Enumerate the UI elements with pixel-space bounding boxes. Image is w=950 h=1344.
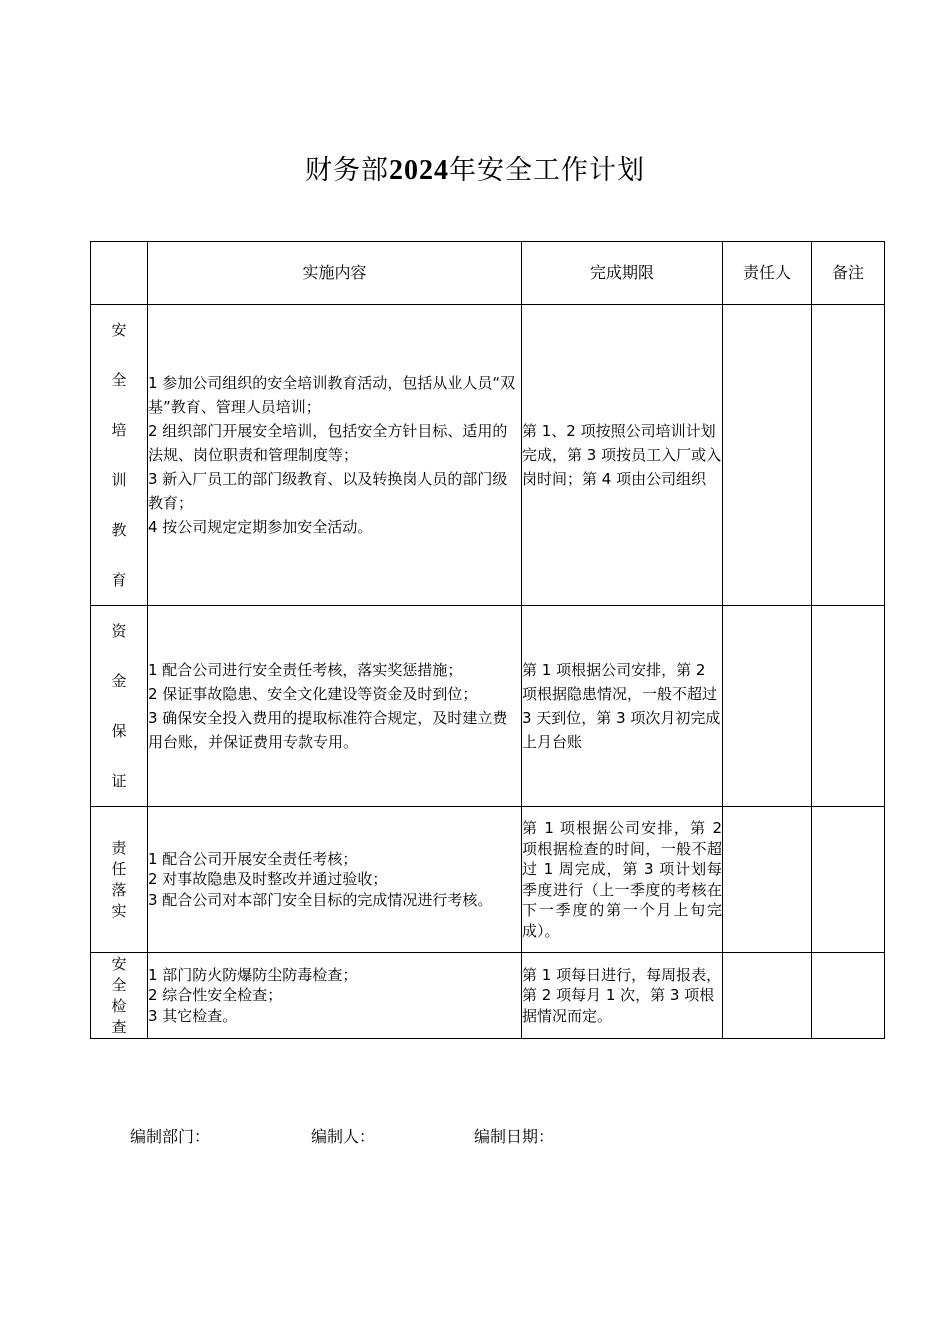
category-char: 培 [111,421,127,439]
category-char: 任 [111,859,127,878]
category-char: 查 [111,1017,127,1036]
header-category [91,242,148,305]
content-item: 2 综合性安全检查； [148,986,283,1005]
table-row [91,807,885,953]
category-char: 安 [111,954,127,973]
category-char: 资 [111,622,127,640]
content-item: 2 组织部门开展安全培训，包括安全方针目标、适用的法规、岗位职责和管理制度等； [148,422,508,464]
content-item: 3 其它检查。 [148,1006,238,1025]
category-char: 金 [111,672,127,690]
header-content: 实施内容 [148,242,522,305]
title-year: 2024 [389,155,449,186]
content-item: 3 新入厂员工的部门级教育、以及转换岗人员的部门级教育； [148,470,508,512]
row-content [148,953,522,1039]
content-item: 1 部门防火防爆防尘防毒检查； [148,965,358,984]
table-row [91,305,885,606]
row-remarks [812,953,885,1039]
category-char: 保 [111,722,127,740]
row-deadline [522,305,723,606]
row-deadline [522,807,723,953]
content-item: 1 参加公司组织的安全培训教育活动，包括从业人员“双基”教育、管理人员培训； [148,374,516,416]
row-remarks [812,606,885,807]
content-item: 2 对事故隐患及时整改并通过验收； [148,870,388,889]
row-content [148,606,522,807]
category-char: 教 [111,521,127,539]
dept-label: 编制部门： [130,1127,211,1146]
table-row [91,953,885,1039]
category-char: 责 [111,838,127,857]
deadline-text: 第 1 项每日进行，每周报表，第 2 项每月 1 次，第 3 项根据情况而定。 [522,965,722,1025]
row-category [91,606,148,807]
content-item: 3 确保安全投入费用的提取标准符合规定，及时建立费用台账，并保证费用专款专用。 [148,709,508,751]
row-content [148,305,522,606]
row-deadline [522,606,723,807]
content-item: 3 配合公司对本部门安全目标的完成情况进行考核。 [148,890,493,909]
category-char: 育 [111,571,127,589]
category-char: 证 [111,772,127,790]
row-responsible [723,807,812,953]
header-remarks: 备注 [812,242,885,305]
header-deadline: 完成期限 [522,242,723,305]
plan-table [90,241,885,1039]
deadline-text: 第 1 项根据公司安排，第 2 项根据检查的时间，一般不超过 1 周完成，第 3 项计划每季度进行（上一季度的考核在下一季度的第一个月上旬完成）。 [522,819,722,940]
category-char: 全 [111,975,127,994]
header-responsible: 责任人 [723,242,812,305]
category-char: 检 [111,996,127,1015]
row-remarks [812,305,885,606]
row-responsible [723,953,812,1039]
deadline-text: 第 1 项根据公司安排，第 2 项根据隐患情况，一般不超过 3 天到位，第 3 项次月初完成上月台账 [522,661,721,751]
table-row [91,606,885,807]
date-label: 编制日期： [474,1127,555,1146]
content-item: 4 按公司规定定期参加安全活动。 [148,518,373,536]
category-char: 实 [111,901,127,920]
row-deadline [522,953,723,1039]
category-char: 落 [111,880,127,899]
table-header-row [91,242,885,305]
row-category [91,807,148,953]
category-char: 安 [111,321,127,339]
title-prefix: 财务部 [305,155,389,186]
row-responsible [723,305,812,606]
content-item: 1 配合公司进行安全责任考核，落实奖惩措施； [148,661,463,679]
row-remarks [812,807,885,953]
category-char: 训 [111,471,127,489]
row-content [148,807,522,953]
page-title [0,148,950,187]
row-category [91,305,148,606]
content-item: 1 配合公司开展安全责任考核； [148,849,358,868]
category-char: 全 [111,371,127,389]
content-item: 2 保证事故隐患、安全文化建设等资金及时到位； [148,685,478,703]
row-category [91,953,148,1039]
row-responsible [723,606,812,807]
title-suffix: 年安全工作计划 [449,155,645,186]
author-label: 编制人： [311,1127,376,1146]
deadline-text: 第 1、2 项按照公司培训计划完成，第 3 项按员工入厂或入岗时间；第 4 项由公司组织 [522,422,722,488]
